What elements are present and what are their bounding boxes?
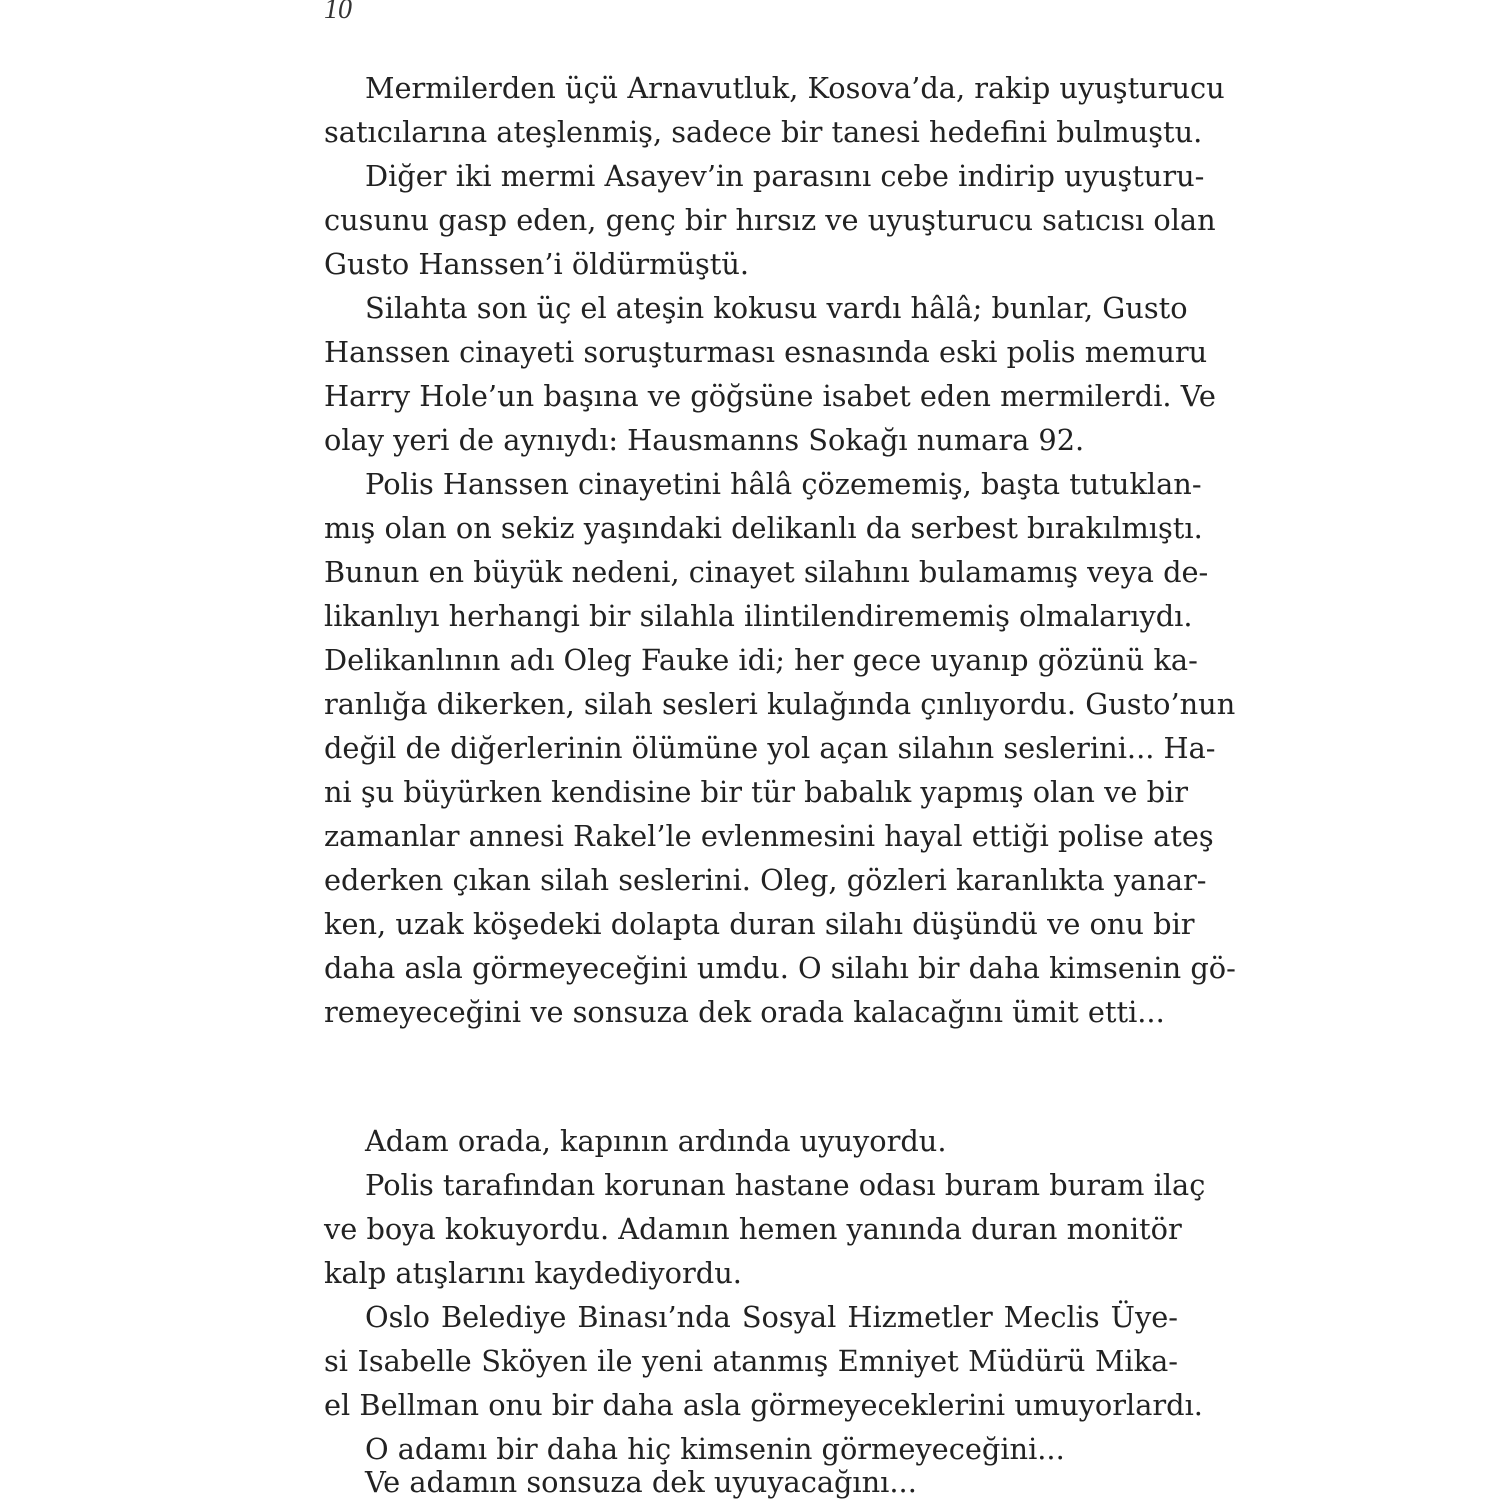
text-line: Diğer iki mermi Asayev’in parasını cebe indirip uyuşturu- — [365, 159, 1205, 193]
text-line: olay yeri de aynıydı: Hausmanns Sokağı numara 92. — [324, 423, 1085, 457]
text-line: ni şu büyürken kendisine bir tür babalık yapmış olan ve bir — [324, 775, 1188, 809]
text-line: zamanlar annesi Rakel’le evlenmesini hayal ettiği polise ateş — [324, 819, 1214, 853]
page-number: 10 — [324, 0, 352, 25]
text-line: Harry Hole’un başına ve göğsüne isabet eden mermilerdi. Ve — [324, 379, 1216, 413]
text-line: Silahta son üç el ateşin kokusu vardı hâlâ; bunlar, Gusto — [365, 291, 1188, 325]
text-line: ederken çıkan silah seslerini. Oleg, gözleri karanlıkta yanar- — [324, 863, 1207, 897]
text-line: ranlığa dikerken, silah sesleri kulağında çınlıyordu. Gusto’nun — [324, 687, 1236, 721]
text-line: mış olan on sekiz yaşındaki delikanlı da serbest bırakılmıştı. — [324, 511, 1203, 545]
text-line: daha asla görmeyeceğini umdu. O silahı bir daha kimsenin gö- — [324, 951, 1236, 985]
text-line: Adam orada, kapının ardında uyuyordu. — [365, 1124, 947, 1158]
text-line: Delikanlının adı Oleg Fauke idi; her gece uyanıp gözünü ka- — [324, 643, 1198, 677]
text-line: Mermilerden üçü Arnavutluk, Kosova’da, rakip uyuşturucu — [365, 71, 1225, 105]
text-line: Hanssen cinayeti soruşturması esnasında eski polis memuru — [324, 335, 1208, 369]
text-line: si Isabelle Sköyen ile yeni atanmış Emniyet Müdürü Mika- — [324, 1344, 1178, 1378]
text-line: Oslo Belediye Binası’nda Sosyal Hizmetler Meclis Üye- — [365, 1300, 1178, 1334]
text-line: cusunu gasp eden, genç bir hırsız ve uyuşturucu satıcısı olan — [324, 203, 1216, 237]
text-line: Ve adamın sonsuza dek uyuyacağını... — [365, 1465, 917, 1499]
text-line: Gusto Hanssen’i öldürmüştü. — [324, 247, 750, 281]
text-line: likanlıyı herhangi bir silahla ilintilendirememiş olmalarıydı. — [324, 599, 1193, 633]
text-line: Polis tarafından korunan hastane odası buram buram ilaç — [365, 1168, 1206, 1202]
text-line: Polis Hanssen cinayetini hâlâ çözememiş, başta tutuklan- — [365, 467, 1202, 501]
text-line: el Bellman onu bir daha asla görmeyeceklerini umuyorlardı. — [324, 1388, 1203, 1422]
text-line: satıcılarına ateşlenmiş, sadece bir tanesi hedefini bulmuştu. — [324, 115, 1203, 149]
text-line: O adamı bir daha hiç kimsenin görmeyeceğini... — [365, 1432, 1065, 1466]
text-line: ken, uzak köşedeki dolapta duran silahı düşündü ve onu bir — [324, 907, 1195, 941]
text-line: ve boya kokuyordu. Adamın hemen yanında duran monitör — [324, 1212, 1182, 1246]
text-line: kalp atışlarını kaydediyordu. — [324, 1256, 742, 1290]
text-line: değil de diğerlerinin ölümüne yol açan silahın seslerini... Ha- — [324, 731, 1216, 765]
text-line: remeyeceğini ve sonsuza dek orada kalacağını ümit etti... — [324, 995, 1165, 1029]
text-line: Bunun en büyük nedeni, cinayet silahını bulamamış veya de- — [324, 555, 1209, 589]
